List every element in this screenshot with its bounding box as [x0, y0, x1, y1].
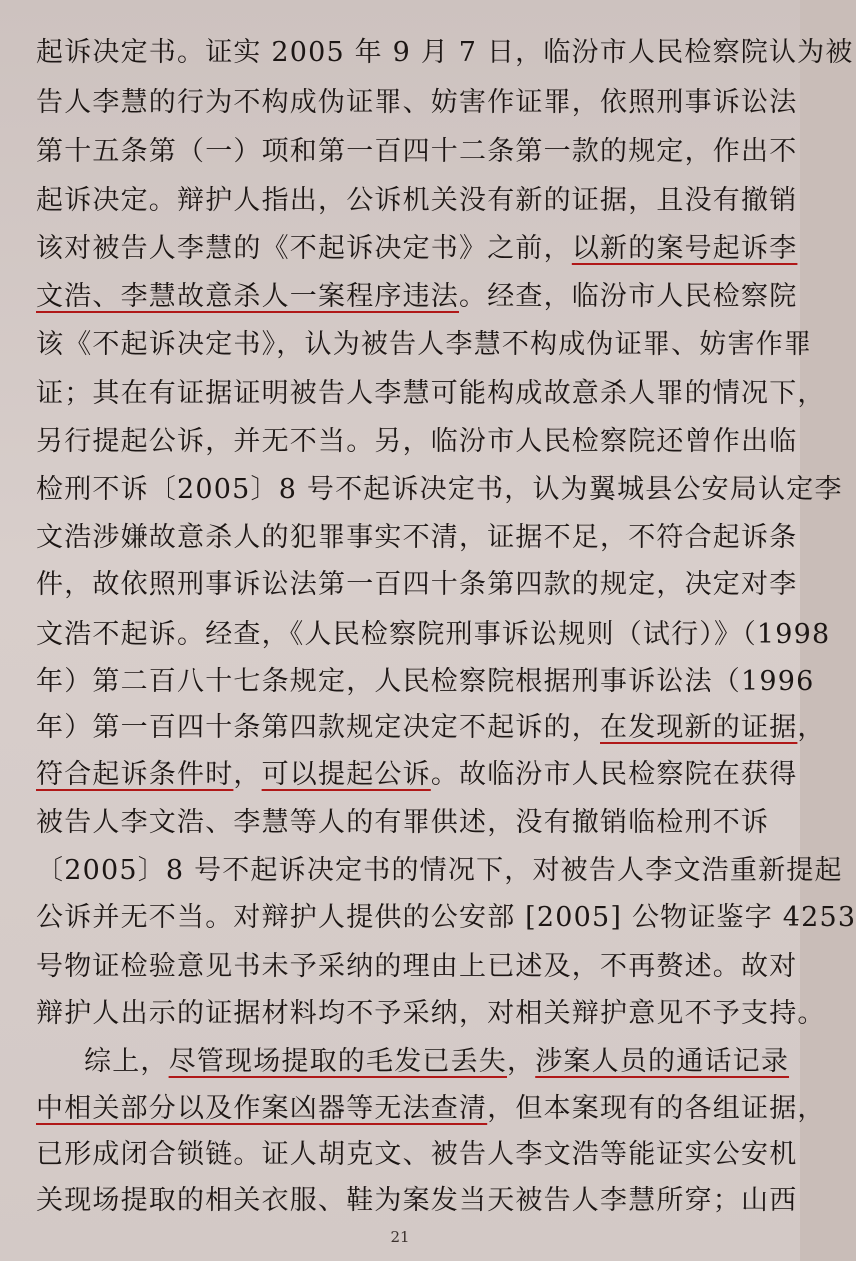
text-segment: 年）第一百四十条第四款规定决定不起诉的， [36, 712, 600, 743]
underlined-text: 中相关部分以及作案凶器等无法查清 [36, 1093, 488, 1124]
underlined-text: 尽管现场提取的毛发已丢失 [168, 1046, 508, 1077]
text-line: 证；其在有证据证明被告人李慧可能构成故意杀人罪的情况下， [36, 378, 826, 409]
text-line: 关现场提取的相关衣服、鞋为案发当天被告人李慧所穿；山西 [36, 1185, 798, 1216]
text-segment: ，但本案现有的各组证据， [487, 1093, 826, 1124]
text-line [36, 711, 826, 745]
text-line: 告人李慧的行为不构成伪证罪、妨害作证罪，依照刑事诉讼法 [36, 87, 798, 118]
text-segment: 该对被告人李慧的《不起诉决定书》之前， [36, 233, 572, 264]
text-line: 该《不起诉决定书》，认为被告人李慧不构成伪证罪、妨害作罪 [36, 329, 813, 360]
text-line: 检刑不诉〔2005〕8 号不起诉决定书，认为翼城县公安局认定李 [36, 474, 843, 505]
text-line [36, 1092, 826, 1126]
text-line: 号物证检验意见书未予采纳的理由上已述及，不再赘述。故对 [36, 951, 798, 982]
text-line: 件，故依照刑事诉讼法第一百四十条第四款的规定，决定对李 [36, 569, 798, 600]
underlined-text: 在发现新的证据 [600, 712, 798, 743]
text-line: 已形成闭合锁链。证人胡克文、被告人李文浩等能证实公安机 [36, 1139, 798, 1170]
underlined-text: 涉案人员的通话记录 [535, 1046, 790, 1077]
text-line [36, 232, 798, 266]
text-line: 起诉决定书。证实 2005 年 9 月 7 日，临汾市人民检察院认为被 [36, 37, 854, 68]
text-line: 起诉决定。辩护人指出，公诉机关没有新的证据，且没有撤销 [36, 185, 798, 216]
underlined-text: 以新的案号起诉李 [571, 233, 798, 264]
text-segment: 。故临汾市人民检察院在获得 [430, 759, 798, 790]
underlined-text: 符合起诉条件时 [36, 759, 234, 790]
text-line: 被告人李文浩、李慧等人的有罪供述，没有撤销临检刑不诉 [36, 807, 770, 838]
text-line: 第十五条第（一）项和第一百四十二条第一款的规定，作出不 [36, 136, 798, 167]
text-segment: ， [507, 1046, 536, 1077]
text-line: 辩护人出示的证据材料均不予采纳，对相关辩护意见不予支持。 [36, 998, 826, 1029]
underlined-text: 文浩、李慧故意杀人一案程序违法 [36, 281, 459, 312]
text-segment: ， [233, 759, 262, 790]
text-line: 文浩涉嫌故意杀人的犯罪事实不清，证据不足，不符合起诉条 [36, 522, 798, 553]
text-line: 另行提起公诉，并无不当。另，临汾市人民检察院还曾作出临 [36, 426, 798, 457]
text-line [36, 758, 798, 792]
text-line: 〔2005〕8 号不起诉决定书的情况下，对被告人李文浩重新提起 [36, 855, 843, 886]
underlined-text: 可以提起公诉 [261, 759, 431, 790]
text-line: 年）第二百八十七条规定，人民检察院根据刑事诉讼法（1996 [36, 666, 815, 697]
page-number: 21 [390, 1228, 410, 1246]
text-line [36, 280, 798, 314]
text-segment: ， [797, 712, 826, 743]
text-line [84, 1045, 790, 1079]
text-line: 公诉并无不当。对辩护人提供的公安部 [2005] 公物证鉴字 4253 [36, 902, 856, 933]
text-segment: 。经查，临汾市人民检察院 [459, 281, 798, 312]
text-segment: 综上， [84, 1046, 169, 1077]
text-line: 文浩不起诉。经查，《人民检察院刑事诉讼规则（试行）》（1998 [36, 619, 831, 650]
